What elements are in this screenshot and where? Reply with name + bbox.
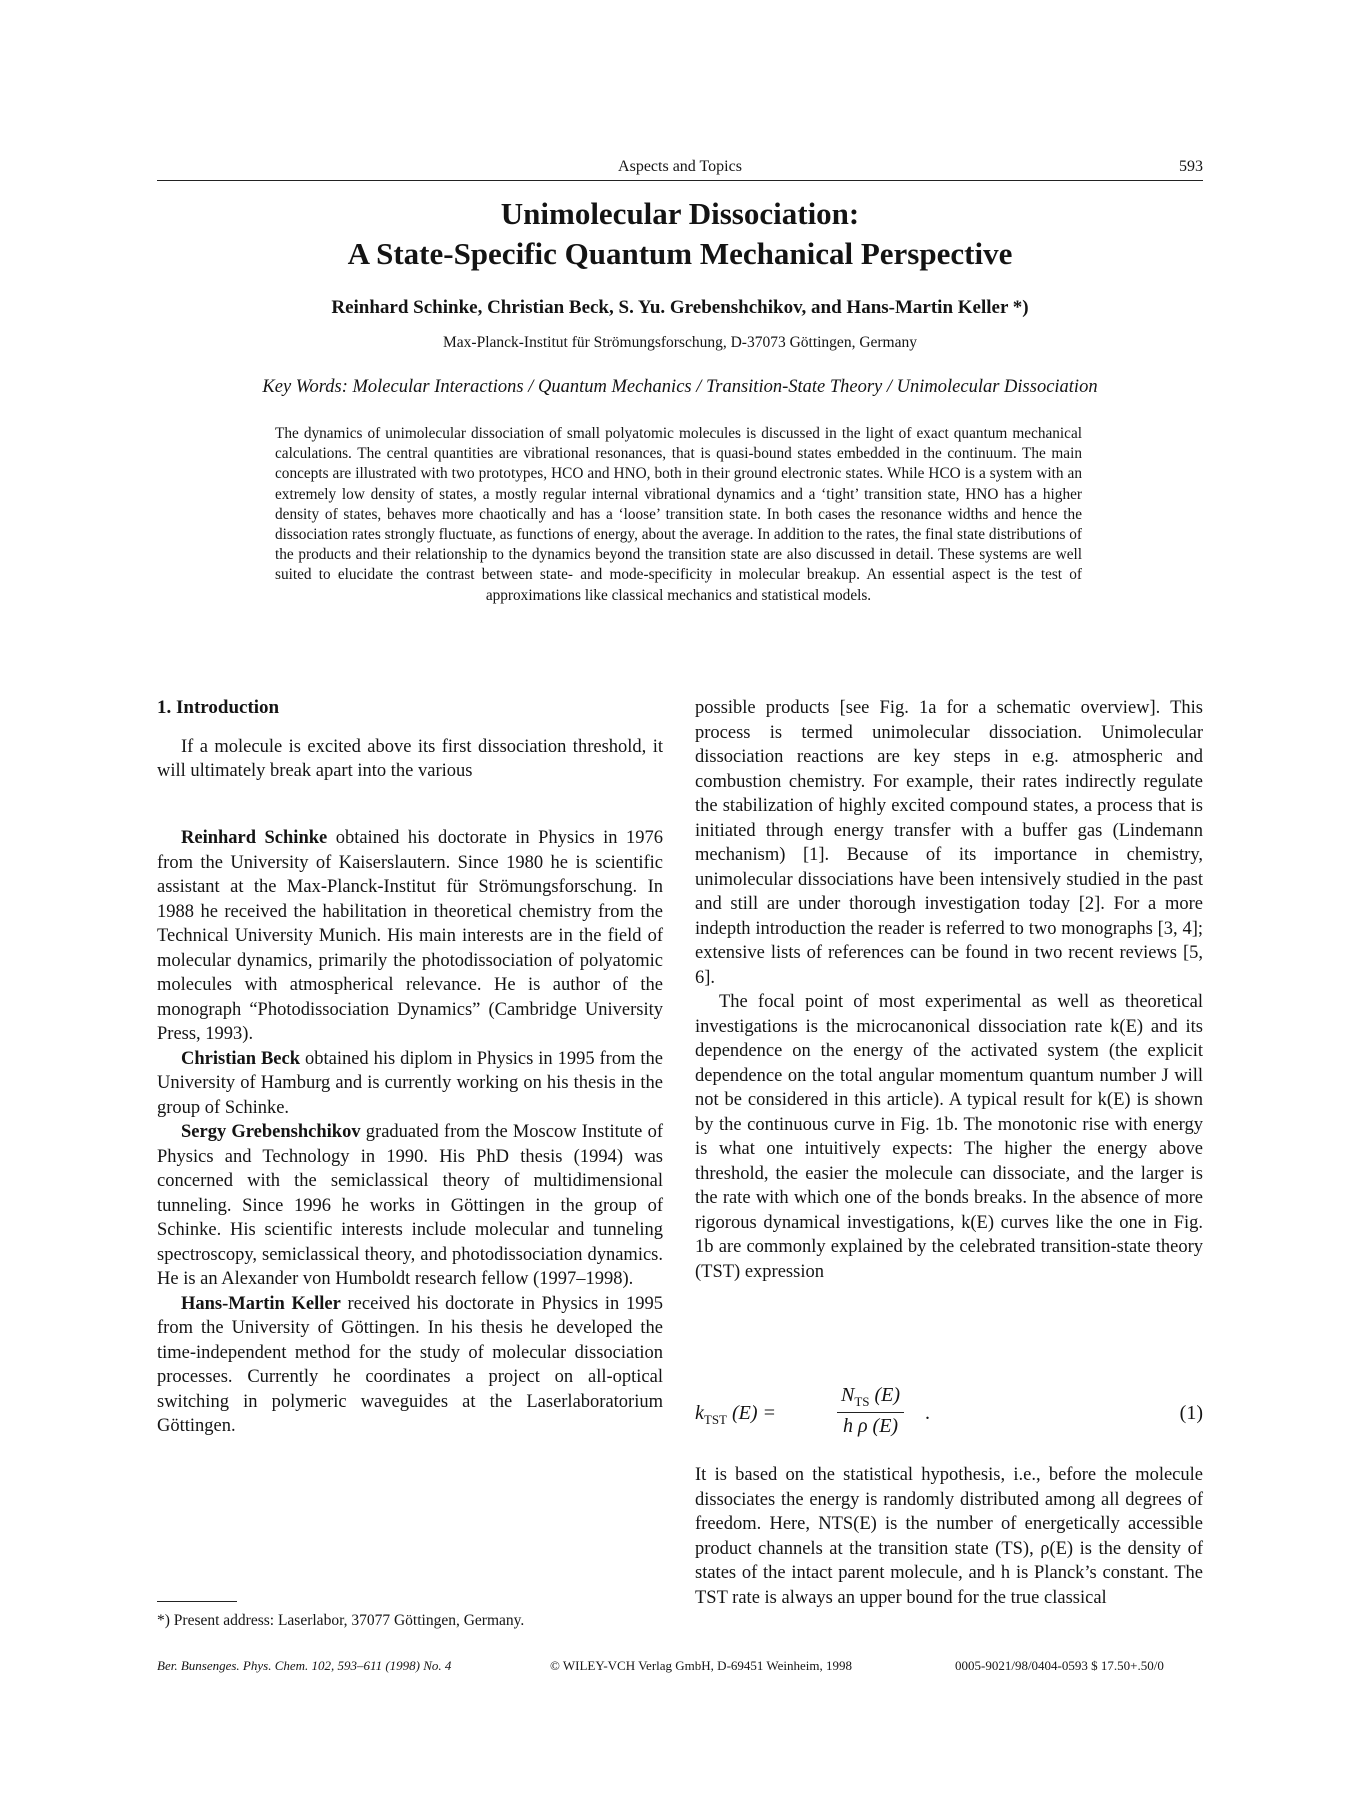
intro-paragraph: If a molecule is excited above its first dissociation threshold, it will ultimately break apart into the various bbox=[157, 736, 663, 781]
paper-title bbox=[157, 194, 1203, 274]
equation-fraction bbox=[837, 1384, 904, 1438]
fraction-denominator: h ρ (E) bbox=[837, 1412, 904, 1438]
bio-keller bbox=[157, 1292, 663, 1439]
equation-1 bbox=[695, 1378, 1203, 1448]
body-paragraph: It is based on the statistical hypothesis, i.e., before the molecule dissociates the energy is randomly distributed among all degrees of freedom. Here, NTS(E) is the number of energetically accessible product channels at the transition state (TS), ρ(E) is the density of states of the intact parent molecule, and h is Planck’s constant. The TST rate is always an upper bound for the true classical bbox=[695, 1465, 1203, 1608]
authors: Reinhard Schinke, Christian Beck, S. Yu. Grebenshchikov, and Hans-Martin Keller *) bbox=[331, 297, 1029, 318]
footer-copyright: © WILEY-VCH Verlag GmbH, D-69451 Weinheim, 1998 bbox=[550, 1658, 853, 1673]
bio-name: Christian Beck bbox=[181, 1048, 301, 1069]
footnote: *) Present address: Laserlabor, 37077 Göttingen, Germany. bbox=[157, 1612, 525, 1629]
section-heading: 1. Introduction bbox=[157, 697, 280, 718]
equation-number: (1) bbox=[1179, 1402, 1203, 1424]
bio-text: obtained his doctorate in Physics in 1976 from the University of Kaiserslautern. Since 1980 he is scientific assistant at the Max-Planck-Institut für Strömungsforschung. In 1988 he received the habilitation in theoretical chemistry from the Technical University Munich. His main interests are in the field of molecular dynamics, primarily the photodissociation of polyatomic molecules with atmospherical relevance. He is author of the monograph “Photodissociation Dynamics” (Cambridge University Press, 1993). bbox=[157, 828, 663, 1044]
footer-journal: Ber. Bunsenges. Phys. Chem. 102, 593–611 (1998) No. 4 bbox=[157, 1658, 452, 1673]
title-line-1: Unimolecular Dissociation: bbox=[500, 196, 860, 231]
fraction-numerator: $N_{TS}$ (E) bbox=[841, 1384, 901, 1409]
bio-name: Sergy Grebenshchikov bbox=[181, 1122, 361, 1142]
bio-text: obtained his diplom in Physics in 1995 from the University of Hamburg and is currently working on his thesis in the group of Schinke. bbox=[157, 1048, 664, 1118]
author-bios bbox=[157, 826, 663, 1439]
right-column-top bbox=[695, 696, 1203, 1284]
bio-grebenshchikov bbox=[157, 1120, 663, 1292]
footer-code: 0005-9021/98/0404-0593 $ 17.50+.50/0 bbox=[955, 1658, 1164, 1673]
bio-text: graduated from the Moscow Institute of Physics and Technology in 1990. His PhD thesis (1994) was concerned with the semiclassical theory of multidimensional tunneling. Since 1996 he works in Göttingen in the group of Schinke. His scientific interests include molecular and tunneling spectroscopy, semiclassical theory, and photodissociation dynamics. He is an Alexander von Humboldt research fellow (1997–1998). bbox=[157, 1122, 663, 1289]
bio-name: Reinhard Schinke bbox=[181, 828, 328, 848]
equation-period: . bbox=[925, 1402, 930, 1424]
running-head bbox=[157, 158, 1203, 181]
bio-name: Hans-Martin Keller bbox=[181, 1293, 341, 1314]
equation-lhs: $k_{TST}$ (E) = bbox=[695, 1402, 777, 1427]
running-head-section: Aspects and Topics bbox=[618, 158, 742, 175]
bio-text: received his doctorate in Physics in 1995 from the University of Göttingen. In his thesis he developed the time-independent method for the study of molecular dissociation processes. Currently he coordinates a project on all-optical switching in polymeric waveguides at the Laserlaboratorium Göttingen. bbox=[157, 1293, 663, 1436]
keywords: Key Words: Molecular Interactions / Quantum Mechanics / Transition-State Theory / Unimolecular Dissociation bbox=[262, 377, 1098, 397]
abstract: The dynamics of unimolecular dissociation of small polyatomic molecules is discussed in the light of exact quantum mechanical calculations. The central quantities are vibrational resonances, that is quasi-bound states embedded in the continuum. The main concepts are illustrated with two prototypes, HCO and HNO, both in their ground electronic states. While HCO is a system with an extremely low density of states, a mostly regular internal vibrational dynamics and a ‘tight’ transition state, HNO has a higher density of states, behaves more chaotically and has a ‘loose’ transition state. In both cases the resonance widths and hence the dissociation rates strongly fluctuate, as functions of energy, about the average. In addition to the rates, the final state distributions of the products and their relationship to the dynamics beyond the transition state are also discussed in detail. These systems are well suited to elucidate the contrast between state- and mode-specificity in molecular breakup. An essential aspect is the test of approximations like classical mechanics and statistical models. bbox=[275, 425, 1082, 604]
bio-beck bbox=[157, 1047, 663, 1121]
introduction-start bbox=[157, 696, 663, 784]
footnote-divider bbox=[157, 1601, 237, 1602]
right-column-bottom bbox=[695, 1463, 1203, 1610]
body-paragraph: The focal point of most experimental as well as theoretical investigations is the microcanonical dissociation rate k(E) and its dependence on the energy of the activated system (the explicit dependence on the total angular momentum quantum number J will not be considered in this article). A typical result for k(E) is shown by the continuous curve in Fig. 1b. The monotonic rise with energy is what one intuitively expects: The higher the energy above threshold, the easier the molecule can dissociate, and the larger is the rate with which one of the bonds breaks. In the absence of more rigorous dynamical investigations, k(E) curves like the one in Fig. 1b are commonly explained by the celebrated transition-state theory (TST) expression bbox=[695, 992, 1203, 1282]
affiliation: Max-Planck-Institut für Strömungsforschung, D-37073 Göttingen, Germany bbox=[443, 334, 917, 351]
page-number: 593 bbox=[1179, 158, 1203, 175]
title-line-2: A State-Specific Quantum Mechanical Perspective bbox=[347, 236, 1013, 271]
body-paragraph: possible products [see Fig. 1a for a schematic overview]. This process is termed unimolecular dissociation. Unimolecular dissociation reactions are key steps in e.g. atmospheric and combustion chemistry. For example, their rates indirectly regulate the stabilization of highly excited compound states, a process that is initiated through energy transfer with a buffer gas (Lindemann mechanism) [1]. Because of its importance in chemistry, unimolecular dissociations have been intensively studied in the past and still are under thorough investigation today [2]. For a more indepth introduction the reader is referred to two monographs [3, 4]; extensive lists of references can be found in two recent reviews [5, 6]. bbox=[695, 698, 1203, 988]
bio-schinke bbox=[157, 826, 663, 1047]
